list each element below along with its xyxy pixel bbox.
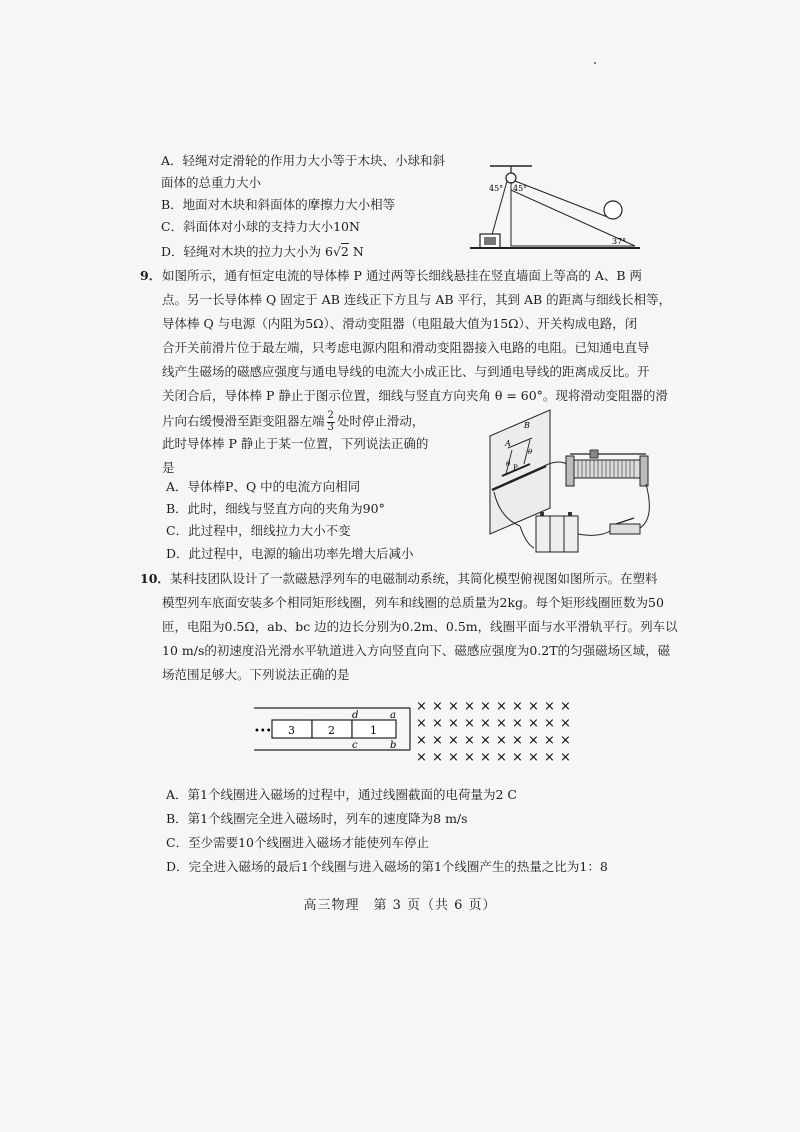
q9-option-c: C．此过程中，细线拉力大小不变	[166, 523, 351, 538]
svg-text:θ: θ	[506, 460, 511, 468]
q8-option-d: D．轻绳对木块的拉力大小为 6√2 N	[161, 244, 364, 259]
q10-option-c: C．至少需要10个线圈进入磁场才能使列车停止	[166, 835, 429, 850]
q10-option-a: A．第1个线圈进入磁场的过程中，通过线圈截面的电荷量为2 C	[166, 787, 517, 802]
svg-text:37°: 37°	[612, 237, 627, 246]
q9-text-line: 线产生磁场的磁感应强度与通电导线的电流大小成正比、与到通电导线的距离成反比。开	[162, 364, 650, 379]
q9-text-line: 是	[162, 460, 175, 475]
q10-text-line: 某科技团队设计了一款磁悬浮列车的电磁制动系统，其简化模型俯视图如图所示。在塑料	[170, 571, 658, 586]
magnetic-field	[416, 699, 571, 765]
field-mark: ×	[480, 750, 491, 765]
field-mark: ×	[464, 733, 475, 748]
svg-text:a: a	[390, 710, 396, 721]
svg-text:d: d	[352, 710, 359, 721]
q9-option-d: D．此过程中，电源的输出功率先增大后减小	[166, 546, 414, 561]
field-mark: ×	[528, 750, 539, 765]
svg-text:•••: •••	[254, 726, 272, 737]
field-mark: ×	[464, 716, 475, 731]
field-mark: ×	[496, 716, 507, 731]
field-mark: ×	[464, 750, 475, 765]
q9-text-line: 点。另一长导体棒 Q 固定于 AB 连线正下方且与 AB 平行，其到 AB 的距离与细线长相等，	[162, 292, 672, 307]
field-mark: ×	[512, 699, 523, 714]
q10-train-figure	[248, 694, 588, 774]
q10-text-line: 匝，电阻为0.5Ω，ab、bc 边的边长分别为0.2m、0.5m，线圈平面与水平滑轨平行。列车以	[162, 619, 678, 634]
svg-text:2: 2	[328, 724, 335, 737]
field-mark: ×	[480, 699, 491, 714]
svg-text:c: c	[352, 740, 358, 751]
field-mark: ×	[528, 733, 539, 748]
field-mark: ×	[496, 733, 507, 748]
q9-number: 9．	[140, 268, 162, 283]
field-mark: ×	[544, 750, 555, 765]
field-mark: ×	[560, 733, 571, 748]
field-mark: ×	[544, 699, 555, 714]
q9-text-line: 合开关前滑片位于最左端，只考虑电源内阻和滑动变阻器接入电路的电阻。已知通电直导	[162, 340, 650, 355]
q8-option-a-line1: A．轻绳对定滑轮的作用力大小等于木块、小球和斜	[161, 153, 446, 168]
svg-text:3: 3	[288, 724, 295, 737]
field-mark: ×	[432, 733, 443, 748]
q9-text-line: 导体棒 Q 与电源（内阻为5Ω）、滑动变阻器（电阻最大值为15Ω）、开关构成电路，闭	[162, 316, 638, 331]
fraction: $\frac{2}{3}$	[327, 410, 334, 433]
field-mark: ×	[432, 716, 443, 731]
field-mark: ×	[416, 716, 427, 731]
speck	[594, 62, 596, 64]
field-mark: ×	[448, 750, 459, 765]
field-mark: ×	[544, 733, 555, 748]
field-mark: ×	[480, 716, 491, 731]
svg-text:B: B	[524, 421, 530, 430]
field-mark: ×	[448, 699, 459, 714]
svg-text:P: P	[513, 464, 518, 472]
q8-option-b: B．地面对木块和斜面体的摩擦力大小相等	[161, 197, 396, 212]
field-mark: ×	[448, 733, 459, 748]
q10-option-d: D．完全进入磁场的最后1个线圈与进入磁场的第1个线圈产生的热量之比为1：8	[166, 859, 608, 874]
svg-text:1: 1	[370, 724, 377, 737]
field-mark: ×	[432, 699, 443, 714]
field-mark: ×	[560, 699, 571, 714]
svg-text:A: A	[505, 439, 511, 448]
q8-pulley-figure	[470, 160, 640, 260]
q10-text-line: 10 m/s的初速度沿光滑水平轨道进入方向竖直向下、磁感应强度为0.2T的匀强磁场区域，磁	[162, 643, 671, 658]
q9-text-line: 关闭合后，导体棒 P 静止于图示位置，细线与竖直方向夹角 θ = 60°。现将滑动变阻器的滑	[162, 388, 668, 403]
svg-text:45°: 45°	[513, 184, 528, 193]
field-mark: ×	[528, 716, 539, 731]
q10-text-line: 场范围足够大。下列说法正确的是	[162, 667, 350, 682]
field-mark: ×	[416, 750, 427, 765]
field-mark: ×	[544, 716, 555, 731]
field-mark: ×	[464, 699, 475, 714]
q9-option-b: B．此时，细线与竖直方向的夹角为90°	[166, 501, 385, 516]
q8-option-a-line2: 面体的总重力大小	[161, 175, 262, 190]
field-mark: ×	[432, 750, 443, 765]
field-mark: ×	[512, 733, 523, 748]
field-mark: ×	[512, 716, 523, 731]
q9-text-line: 此时导体棒 P 静止于某一位置，下列说法正确的	[162, 436, 429, 451]
q9-text-line-fraction: 片向右缓慢滑至距变阻器左端 $\frac{2}{3}$ 处时停止滑动，	[162, 410, 425, 433]
q10-text-line: 模型列车底面安装多个相同矩形线圈，列车和线圈的总质量为2kg。每个矩形线圈匝数为50	[162, 595, 664, 610]
field-mark: ×	[496, 750, 507, 765]
field-mark: ×	[480, 733, 491, 748]
field-mark: ×	[416, 699, 427, 714]
field-mark: ×	[496, 699, 507, 714]
q10-number: 10．	[140, 571, 170, 586]
svg-text:45°: 45°	[489, 184, 504, 193]
q9-option-a: A．导体棒P、Q 中的电流方向相同	[166, 479, 361, 494]
field-mark: ×	[448, 716, 459, 731]
svg-text:θ: θ	[528, 448, 533, 456]
field-mark: ×	[560, 716, 571, 731]
field-mark: ×	[528, 699, 539, 714]
field-mark: ×	[416, 733, 427, 748]
q10-option-b: B．第1个线圈完全进入磁场时，列车的速度降为8 m/s	[166, 811, 468, 826]
svg-text:b: b	[390, 740, 397, 751]
q9-circuit-figure	[480, 408, 670, 563]
field-mark: ×	[512, 750, 523, 765]
q9-text-line: 如图所示，通有恒定电流的导体棒 P 通过两等长细线悬挂在竖直墙面上等高的 A、B 两	[162, 268, 643, 283]
page-footer: 高三物理 第 3 页（共 6 页）	[303, 898, 497, 913]
q8-option-c: C．斜面体对小球的支持力大小10N	[161, 219, 360, 234]
field-mark: ×	[560, 750, 571, 765]
